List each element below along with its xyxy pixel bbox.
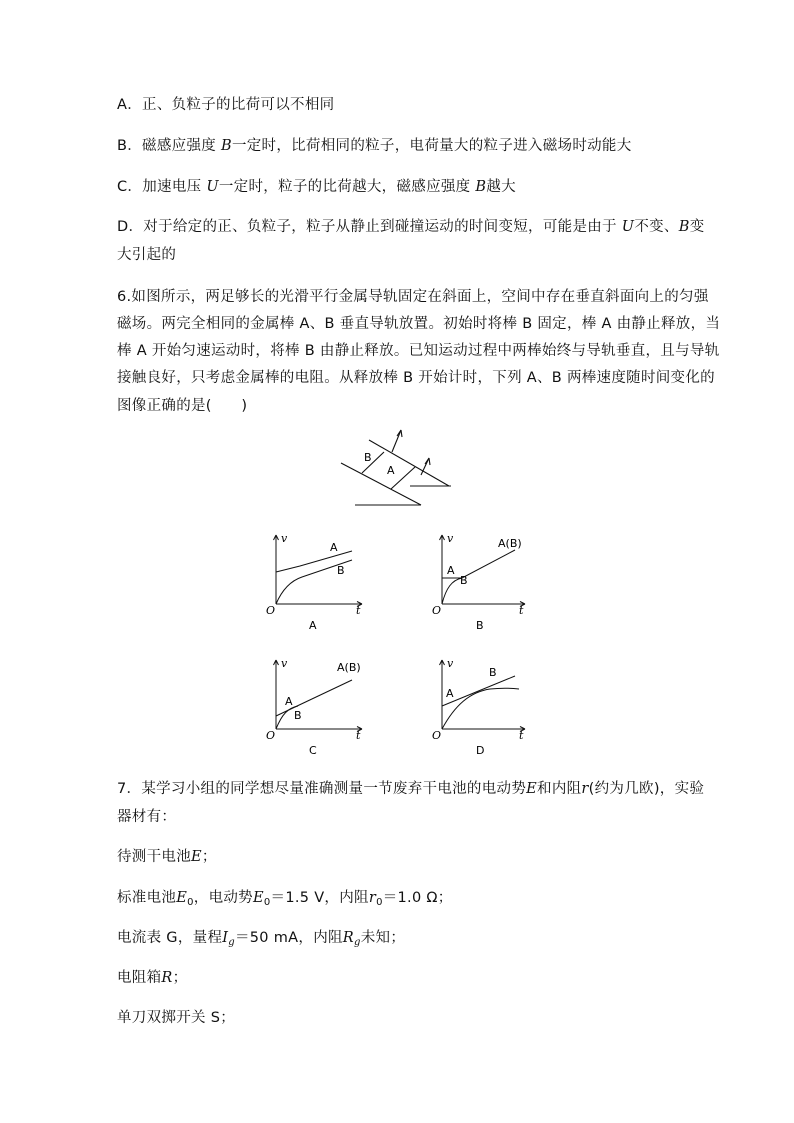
var-b: B [220, 138, 232, 154]
equipment-item-2 [117, 888, 453, 910]
axis-t: t [356, 729, 361, 742]
var-b: B [678, 219, 690, 235]
q7-text-3: (约为几欧)，实验 [588, 781, 705, 797]
item-text: ； [201, 849, 217, 865]
curve-a-saturating [442, 688, 519, 729]
curve-b-merge [442, 550, 515, 604]
curve-label-b: B [337, 564, 345, 577]
axis-v: v [447, 657, 454, 670]
rod-b-label: B [364, 451, 372, 464]
q7-text-2: 和内阻 [537, 781, 582, 797]
graph-caption: D [476, 744, 485, 757]
option-c-text-3: 越大 [486, 179, 516, 195]
subscript: g [354, 937, 361, 948]
option-a-text: A．正、负粒子的比荷可以不相同 [117, 97, 335, 113]
item-text: ＝1.0 Ω； [382, 890, 453, 906]
var-e: E [526, 781, 538, 797]
var-u: U [206, 179, 219, 195]
question-6-line-1: 6.如图所示，两足够长的光滑平行金属导轨固定在斜面上，空间中存在垂直斜面向上的匀强 [117, 289, 709, 305]
graph-caption: A [309, 619, 317, 632]
subscript: 0 [376, 897, 383, 908]
rod-a-label: A [387, 464, 395, 477]
item-text: 电阻箱 [117, 970, 162, 986]
item-text: 待测干电池 [117, 849, 191, 865]
var-r: R [161, 970, 173, 986]
item-text: 标准电池 [117, 890, 177, 906]
var-e: E [191, 849, 202, 865]
graph-caption: C [309, 744, 317, 757]
axis-t: t [356, 604, 361, 617]
item-text: 电流表 G，量程 [117, 930, 223, 946]
subscript: g [228, 937, 235, 948]
question-6-line-2: 磁场。两完全相同的金属棒 A、B 垂直导轨放置。初始时将棒 B 固定，棒 A 由静止释放，当 [117, 316, 721, 332]
equipment-item-3 [117, 928, 405, 950]
question-6-line-3: 棒 A 开始匀速运动时，将棒 B 由静止释放。已知运动过程中两棒始终与导轨垂直，且与导轨 [117, 343, 720, 359]
graph-caption: B [476, 619, 484, 632]
origin: O [432, 729, 442, 742]
var-r: r [581, 781, 589, 797]
item-text: ＝1.5 V，内阻 [270, 890, 369, 906]
curve-label-b: B [294, 709, 302, 722]
subscript: 0 [187, 897, 194, 908]
axis-t: t [519, 729, 524, 742]
var-ig: I [222, 930, 229, 946]
option-d-q5-line2: 大引起的 [117, 247, 177, 263]
question-7-line-2: 器材有： [117, 809, 177, 825]
option-b-text-1: B．磁感应强度 [117, 138, 221, 154]
graph-a [266, 532, 362, 632]
axis-v: v [447, 532, 454, 545]
question-7-line-1 [117, 779, 704, 799]
incline-diagram [341, 430, 451, 505]
graph-d [432, 657, 525, 757]
item-text: ＝50 mA，内阻 [234, 930, 343, 946]
field-arrow-1 [392, 430, 401, 452]
equipment-item-5: 单刀双掷开关 S； [117, 1010, 236, 1026]
var-u: U [621, 219, 635, 235]
var-r0: r [368, 890, 377, 906]
curve-label-b: B [489, 666, 497, 679]
var-b: B [475, 179, 487, 195]
option-c-text-1: C．加速电压 [117, 179, 207, 195]
item-text: ，电动势 [193, 890, 253, 906]
curve-label-a: A [285, 695, 293, 708]
axis-t: t [519, 604, 524, 617]
equipment-item-1 [117, 847, 217, 867]
graph-c [266, 657, 362, 757]
curve-label-b: B [460, 574, 468, 587]
graph-b [432, 532, 525, 632]
curve-label-a: A [446, 687, 454, 700]
item-text: ； [172, 970, 188, 986]
axis-v: v [281, 657, 288, 670]
var-e0: E [176, 890, 188, 906]
origin: O [266, 729, 276, 742]
option-d-text-2: 不变、 [634, 219, 679, 235]
item-text: 未知； [360, 930, 406, 946]
q7-text-1: 7．某学习小组的同学想尽量准确测量一节废弃干电池的电动势 [117, 781, 527, 797]
origin: O [432, 604, 442, 617]
curve-label-a: A [330, 541, 338, 554]
curve-label-a: A [447, 564, 455, 577]
option-d-text-3: 变 [689, 219, 705, 235]
origin: O [266, 604, 276, 617]
option-d-text-1: D．对于给定的正、负粒子，粒子从静止到碰撞运动的时间变短，可能是由于 [117, 219, 622, 235]
equipment-item-4 [117, 968, 187, 988]
subscript: 0 [263, 897, 271, 908]
question-6-line-4: 接触良好，只考虑金属棒的电阻。从释放棒 B 开始计时，下列 A、B 两棒速度随时间变化的 [117, 370, 715, 386]
var-rg: R [342, 930, 355, 946]
var-e0: E [252, 890, 264, 906]
axis-v: v [281, 532, 288, 545]
curve-label-ab: A(B) [498, 537, 522, 550]
option-b-text-2: 一定时，比荷相同的粒子，电荷量大的粒子进入磁场时动能大 [231, 138, 632, 154]
option-c-text-2: 一定时，粒子的比荷越大，磁感应强度 [218, 179, 476, 195]
rail-upper [369, 440, 449, 486]
rail-lower [341, 463, 421, 505]
question-6-line-5: 图像正确的是( ) [117, 398, 248, 414]
curve-label-ab: A(B) [337, 661, 361, 674]
